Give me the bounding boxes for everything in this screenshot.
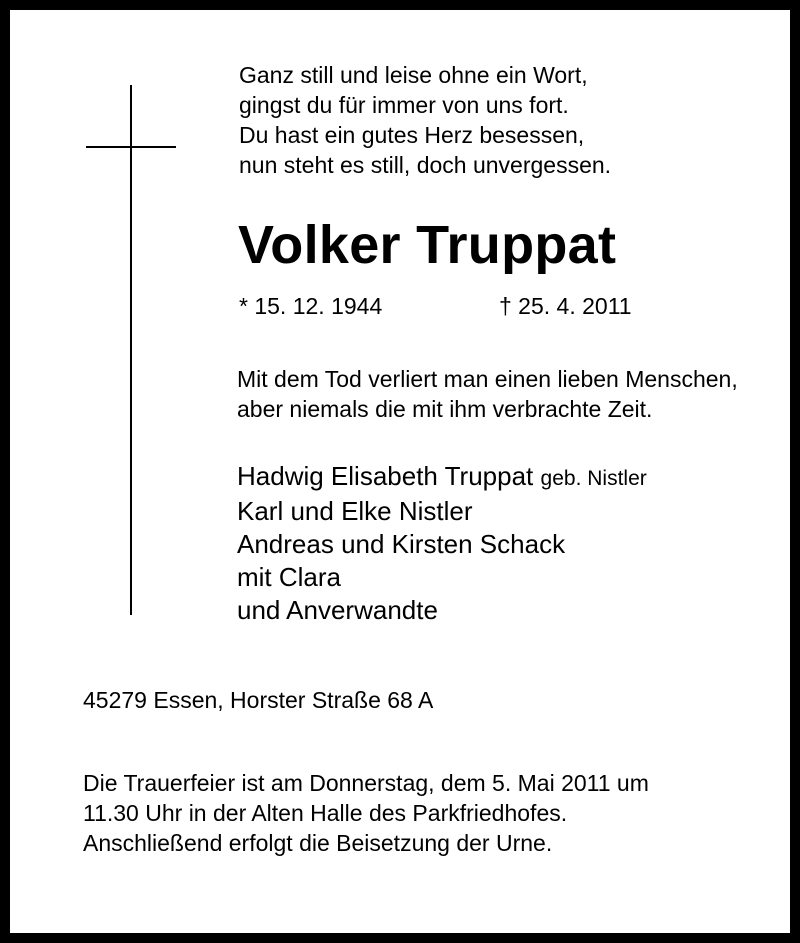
quote [237, 364, 738, 424]
quote-line: Mit dem Tod verliert man einen lieben Menschen, [237, 366, 738, 392]
mourner-line: Karl und Elke Nistler [237, 496, 473, 526]
poem-line: Du hast ein gutes Herz besessen, [239, 122, 585, 148]
poem-line: gingst du für immer von uns fort. [239, 92, 569, 118]
poem-line: nun steht es still, doch unvergessen. [239, 152, 612, 178]
cross-icon [130, 85, 132, 615]
service-line: Anschließend erfolgt die Beisetzung der Urne. [83, 830, 553, 856]
mourner-line: und Anverwandte [237, 595, 438, 625]
service-line: 11.30 Uhr in der Alten Halle des Parkfriedhofes. [83, 800, 568, 826]
family-address: 45279 Essen, Horster Straße 68 A [83, 687, 434, 713]
cross-icon-crossbar [86, 146, 176, 148]
mourner-line: Andreas und Kirsten Schack [237, 529, 566, 559]
poem-line: Ganz still und leise ohne ein Wort, [239, 62, 588, 88]
mourner-line [237, 460, 647, 495]
mourner-name: Hadwig Elisabeth Truppat [237, 461, 534, 491]
service-info [83, 768, 649, 858]
mourners-list [237, 460, 647, 627]
mourner-line: mit Clara [237, 562, 342, 592]
maiden-name: geb. Nistler [540, 467, 647, 490]
deceased-name: Volker Truppat [238, 215, 617, 275]
quote-line: aber niemals die mit ihm verbrachte Zeit. [237, 396, 653, 422]
poem [239, 60, 611, 180]
service-line: Die Trauerfeier ist am Donnerstag, dem 5. Mai 2011 um [83, 770, 649, 796]
birth-date: * 15. 12. 1944 [239, 293, 383, 319]
death-date: † 25. 4. 2011 [499, 293, 632, 319]
